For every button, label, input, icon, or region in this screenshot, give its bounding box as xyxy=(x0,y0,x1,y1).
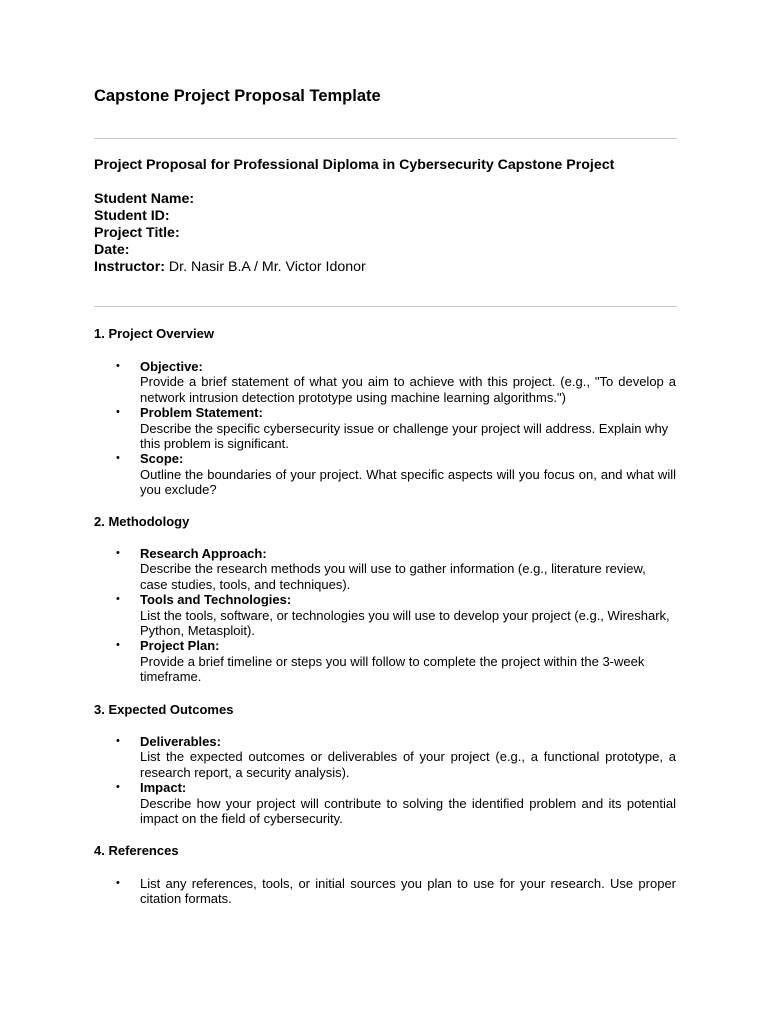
item-label: Scope: xyxy=(140,451,184,467)
item-label: Objective: xyxy=(140,359,203,374)
list-item xyxy=(116,405,676,452)
bullet-icon: • xyxy=(116,547,120,559)
bullet-icon: • xyxy=(116,735,120,747)
item-description: Provide a brief timeline or steps you will follow to complete the project within the 3-week timeframe. xyxy=(140,653,645,685)
item-label: Impact: xyxy=(140,780,187,796)
bullet-icon: • xyxy=(116,593,120,606)
student-id-label: Student ID: xyxy=(94,208,170,224)
proposal-subtitle: Project Proposal for Professional Diploma in Cybersecurity Capstone Project xyxy=(94,157,615,173)
bullet-icon: • xyxy=(116,781,120,794)
item-description: List the tools, software, or technologies you will use to develop your project (e.g., Wireshark, Python, Metasploit). xyxy=(140,607,670,639)
list-item xyxy=(116,780,676,827)
list-item xyxy=(116,734,676,780)
divider-top xyxy=(94,138,677,139)
instructor-label: Instructor: xyxy=(94,259,165,275)
bullet-icon: • xyxy=(116,452,120,465)
item-label: Tools and Technologies: xyxy=(140,592,292,608)
list-item xyxy=(116,546,676,592)
list-item xyxy=(116,592,676,639)
list-item xyxy=(116,876,676,907)
list-item xyxy=(116,638,676,685)
item-label: Research Approach: xyxy=(140,546,267,561)
item-description: List any references, tools, or initial sources you plan to use for your research. Use proper citation formats. xyxy=(140,876,676,907)
item-label: Deliverables: xyxy=(140,734,221,749)
item-description: Outline the boundaries of your project. What specific aspects will you focus on, and what will you exclude? xyxy=(140,466,676,498)
item-description: List the expected outcomes or deliverables of your project (e.g., a functional prototype, a research report, a security analysis). xyxy=(140,749,676,780)
list-item xyxy=(116,451,676,498)
instructor-value: Dr. Nasir B.A / Mr. Victor Idonor xyxy=(164,259,366,275)
bullet-icon: • xyxy=(116,877,120,889)
student-info-fields xyxy=(94,191,366,276)
student-name-label: Student Name: xyxy=(94,191,195,207)
section-heading-methodology: 2. Methodology xyxy=(94,514,190,529)
section-heading-references: 4. References xyxy=(94,843,179,858)
list-item xyxy=(116,359,676,405)
item-label: Problem Statement: xyxy=(140,405,263,421)
references-list xyxy=(116,876,676,907)
item-description: Describe the specific cybersecurity issue or challenge your project will address. Explain why this problem is significant. xyxy=(140,420,669,452)
item-description: Describe how your project will contribute to solving the identified problem and its potential impact on the field of cybersecurity. xyxy=(140,795,676,827)
item-label: Project Plan: xyxy=(140,638,220,654)
section-heading-expected-outcomes: 3. Expected Outcomes xyxy=(94,702,234,717)
project-title-label: Project Title: xyxy=(94,225,180,241)
section-heading-project-overview: 1. Project Overview xyxy=(94,326,214,341)
expected-outcomes-list xyxy=(116,734,676,827)
instructor-row xyxy=(94,259,366,276)
divider-middle xyxy=(94,306,677,307)
bullet-icon: • xyxy=(116,360,120,372)
date-label: Date: xyxy=(94,242,130,258)
bullet-icon: • xyxy=(116,639,120,652)
document-title: Capstone Project Proposal Template xyxy=(94,87,381,105)
item-description: Describe the research methods you will use to gather information (e.g., literature review, case studies, tools, and techniques). xyxy=(140,561,646,592)
project-overview-list xyxy=(116,359,676,498)
item-description: Provide a brief statement of what you aim to achieve with this project. (e.g., "To develop a network intrusion detection prototype using machine learning algorithms.") xyxy=(140,374,676,405)
methodology-list xyxy=(116,546,676,685)
bullet-icon: • xyxy=(116,406,120,419)
